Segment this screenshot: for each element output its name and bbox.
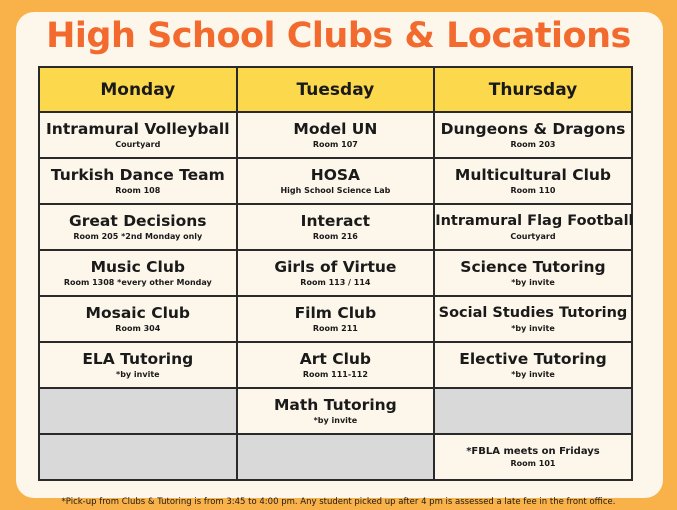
club-cell [39,296,237,342]
club-location: Room 1308 *every other Monday [63,278,212,287]
club-location: High School Science Lab [280,186,391,195]
table-row [39,388,632,434]
club-name: Model UN [293,120,378,138]
club-cell [237,296,435,342]
club-location: Courtyard [510,232,556,241]
club-cell [237,250,435,296]
club-name: Dungeons & Dragons [440,120,626,138]
club-name: Music Club [90,258,185,276]
club-location: *by invite [511,370,555,379]
club-name: Math Tutoring [274,396,397,414]
club-cell [434,204,632,250]
club-cell [237,342,435,388]
table-row [39,296,632,342]
club-name: Film Club [294,304,377,322]
club-name: Great Decisions [69,212,207,230]
club-location: Room 113 / 114 [300,278,371,287]
table-row [39,158,632,204]
club-location: Room 107 [312,140,358,149]
club-cell [39,158,237,204]
club-cell [39,204,237,250]
fbla-note: *FBLA meets on Fridays [466,446,600,457]
club-cell [434,250,632,296]
club-name: ELA Tutoring [82,350,194,368]
club-name: Girls of Virtue [274,258,397,276]
day-header-tuesday: Tuesday [237,67,435,112]
empty-cell [434,388,632,434]
club-location: Room 111-112 [302,370,368,379]
table-row [39,434,632,480]
table-row [39,342,632,388]
club-location: *by invite [511,278,555,287]
club-location: Room 101 [510,459,556,468]
club-cell [237,204,435,250]
day-header-thursday: Thursday [434,67,632,112]
club-cell [237,158,435,204]
club-location: Room 216 [312,232,358,241]
pickup-footnote: *Pick-up from Clubs & Tutoring is from 3:45 to 4:00 pm. Any student picked up after 4 pm is assessed a late fee in the front office. [61,497,616,507]
club-location: Room 205 *2nd Monday only [73,232,203,241]
club-cell [434,112,632,158]
club-location: *by invite [511,324,555,333]
club-location: Room 110 [510,186,556,195]
clubs-table [38,66,633,481]
empty-cell [237,434,435,480]
club-location: Room 108 [115,186,161,195]
table-row [39,204,632,250]
club-name: Intramural Volleyball [46,120,230,138]
club-name: Science Tutoring [460,258,606,276]
club-name: Mosaic Club [85,304,191,322]
club-cell [237,388,435,434]
club-name: Multicultural Club [454,166,612,184]
header-row [39,67,632,112]
empty-cell [39,434,237,480]
club-cell [434,158,632,204]
club-cell [39,250,237,296]
table-row [39,250,632,296]
club-name: Turkish Dance Team [50,166,225,184]
club-location: *by invite [116,370,160,379]
day-header-monday: Monday [39,67,237,112]
club-location: Room 211 [312,324,358,333]
club-location: *by invite [313,416,358,425]
club-name: HOSA [310,166,361,184]
club-cell [39,342,237,388]
club-location: Courtyard [115,140,161,149]
club-cell [434,342,632,388]
club-location: Room 304 [115,324,161,333]
page-title: High School Clubs & Locations [46,16,631,56]
club-location: Room 203 [510,140,556,149]
club-name: Interact [300,212,371,230]
club-cell [434,434,632,480]
club-cell [39,112,237,158]
table-row [39,112,632,158]
club-name: Elective Tutoring [459,350,607,368]
club-cell [434,296,632,342]
club-name: Art Club [299,350,372,368]
club-cell [237,112,435,158]
club-name: Social Studies Tutoring [438,305,628,321]
club-name: Intramural Flag Football [435,213,634,229]
empty-cell [39,388,237,434]
